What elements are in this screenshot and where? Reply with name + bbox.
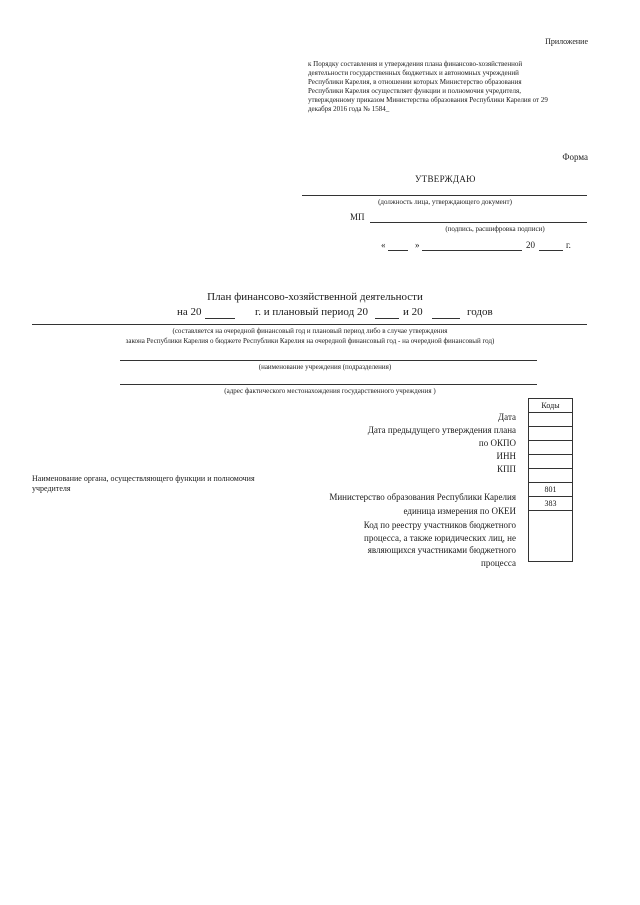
code-label-okpo: по ОКПО (478, 438, 516, 448)
codes-table (528, 398, 573, 562)
position-caption: (должность лица, утверждающего документ) (378, 198, 512, 206)
appendix-note-line: к Порядку составления и утверждения плана финансово-хозяйственной (308, 60, 523, 68)
founder-label-line: учредителя (32, 484, 71, 493)
date-month-line (422, 250, 522, 251)
mp-label: МП (350, 212, 365, 222)
address-caption: (адрес фактического местонахождения государственного учреждения ) (224, 387, 436, 395)
position-line (302, 195, 587, 196)
codes-labels (368, 411, 516, 476)
founder-label-line: Наименование органа, осуществляющего функции и полномочия (32, 474, 255, 483)
code-label-prev-date: Дата предыдущего утверждения плана (367, 425, 516, 435)
institution-caption: (наименование учреждения (подразделения) (258, 363, 392, 371)
date-open-quote: « (381, 240, 386, 250)
code-label-kpp: КПП (496, 464, 516, 474)
plan-divider (32, 324, 587, 325)
appendix-note (308, 60, 588, 114)
signature-caption: (подпись, расшифровка подписи) (445, 225, 545, 233)
code-label-registry (364, 519, 516, 569)
code-cell-date[interactable] (529, 413, 573, 427)
code-cell-inn[interactable] (529, 455, 573, 469)
form-label: Форма (562, 152, 588, 162)
code-cell-registry[interactable] (529, 511, 573, 562)
period-and: и 20 (403, 306, 423, 318)
plan-note-line1: (составляется на очередной финансовый год и плановый период либо в случае утверждения (172, 327, 448, 335)
address-line (120, 384, 537, 385)
appendix-note-line: Республики Карелия, в отношении которых Министерство образования (308, 78, 522, 86)
code-cell-okei[interactable]: 383 (529, 497, 573, 511)
signature-line (370, 222, 587, 223)
period-end: годов (467, 306, 493, 318)
period-year3-line (432, 318, 460, 319)
appendix-note-line: деятельности государственных бюджетных и автономных учреждений (308, 69, 519, 77)
appendix-label: Приложение (545, 37, 588, 46)
date-year-line (539, 250, 563, 251)
approval-title: УТВЕРЖДАЮ (415, 174, 476, 184)
code-cell-prev-date[interactable] (529, 427, 573, 441)
date-day-line (388, 250, 408, 251)
date-close-quote: » (415, 240, 420, 250)
codes-header: Коды (529, 399, 573, 413)
period-mid: г. и плановый период 20 (255, 306, 368, 318)
registry-label-line: являющихся участниками бюджетного (367, 545, 516, 555)
code-cell-okpo[interactable] (529, 441, 573, 455)
appendix-note-line: декабря 2016 года № 1584_ (308, 105, 390, 113)
code-cell-ministry[interactable]: 801 (529, 483, 573, 497)
appendix-note-line: Республики Карелия осуществляет функции и полномочия учредителя, (308, 87, 521, 95)
date-year-suffix: г. (566, 240, 571, 250)
code-label-date: Дата (498, 412, 516, 422)
code-cell-kpp[interactable] (529, 469, 573, 483)
registry-label-line: процесса, а также юридических лиц, не (364, 532, 516, 543)
founder-label (32, 474, 292, 494)
appendix-note-line: утвержденному приказом Министерства образования Республики Карелия от 29 (308, 96, 548, 104)
code-label-inn: ИНН (496, 451, 516, 461)
date-year-prefix: 20 (526, 240, 535, 250)
institution-line (120, 360, 537, 361)
code-label-okei: единица измерения по ОКЕИ (403, 506, 516, 516)
period-na: на 20 (177, 306, 202, 318)
plan-title: План финансово-хозяйственной деятельности (207, 291, 423, 303)
code-label-ministry: Министерство образования Республики Карелия (329, 492, 516, 502)
registry-label-line: процесса (481, 557, 516, 568)
period-year2-line (375, 318, 399, 319)
plan-note-line2: закона Республики Карелия о бюджете Республики Карелия на очередной финансовый год - на очередной финансовый год) (125, 337, 495, 345)
registry-label-line: Код по реестру участников бюджетного (363, 520, 516, 530)
period-year-line (205, 318, 235, 319)
